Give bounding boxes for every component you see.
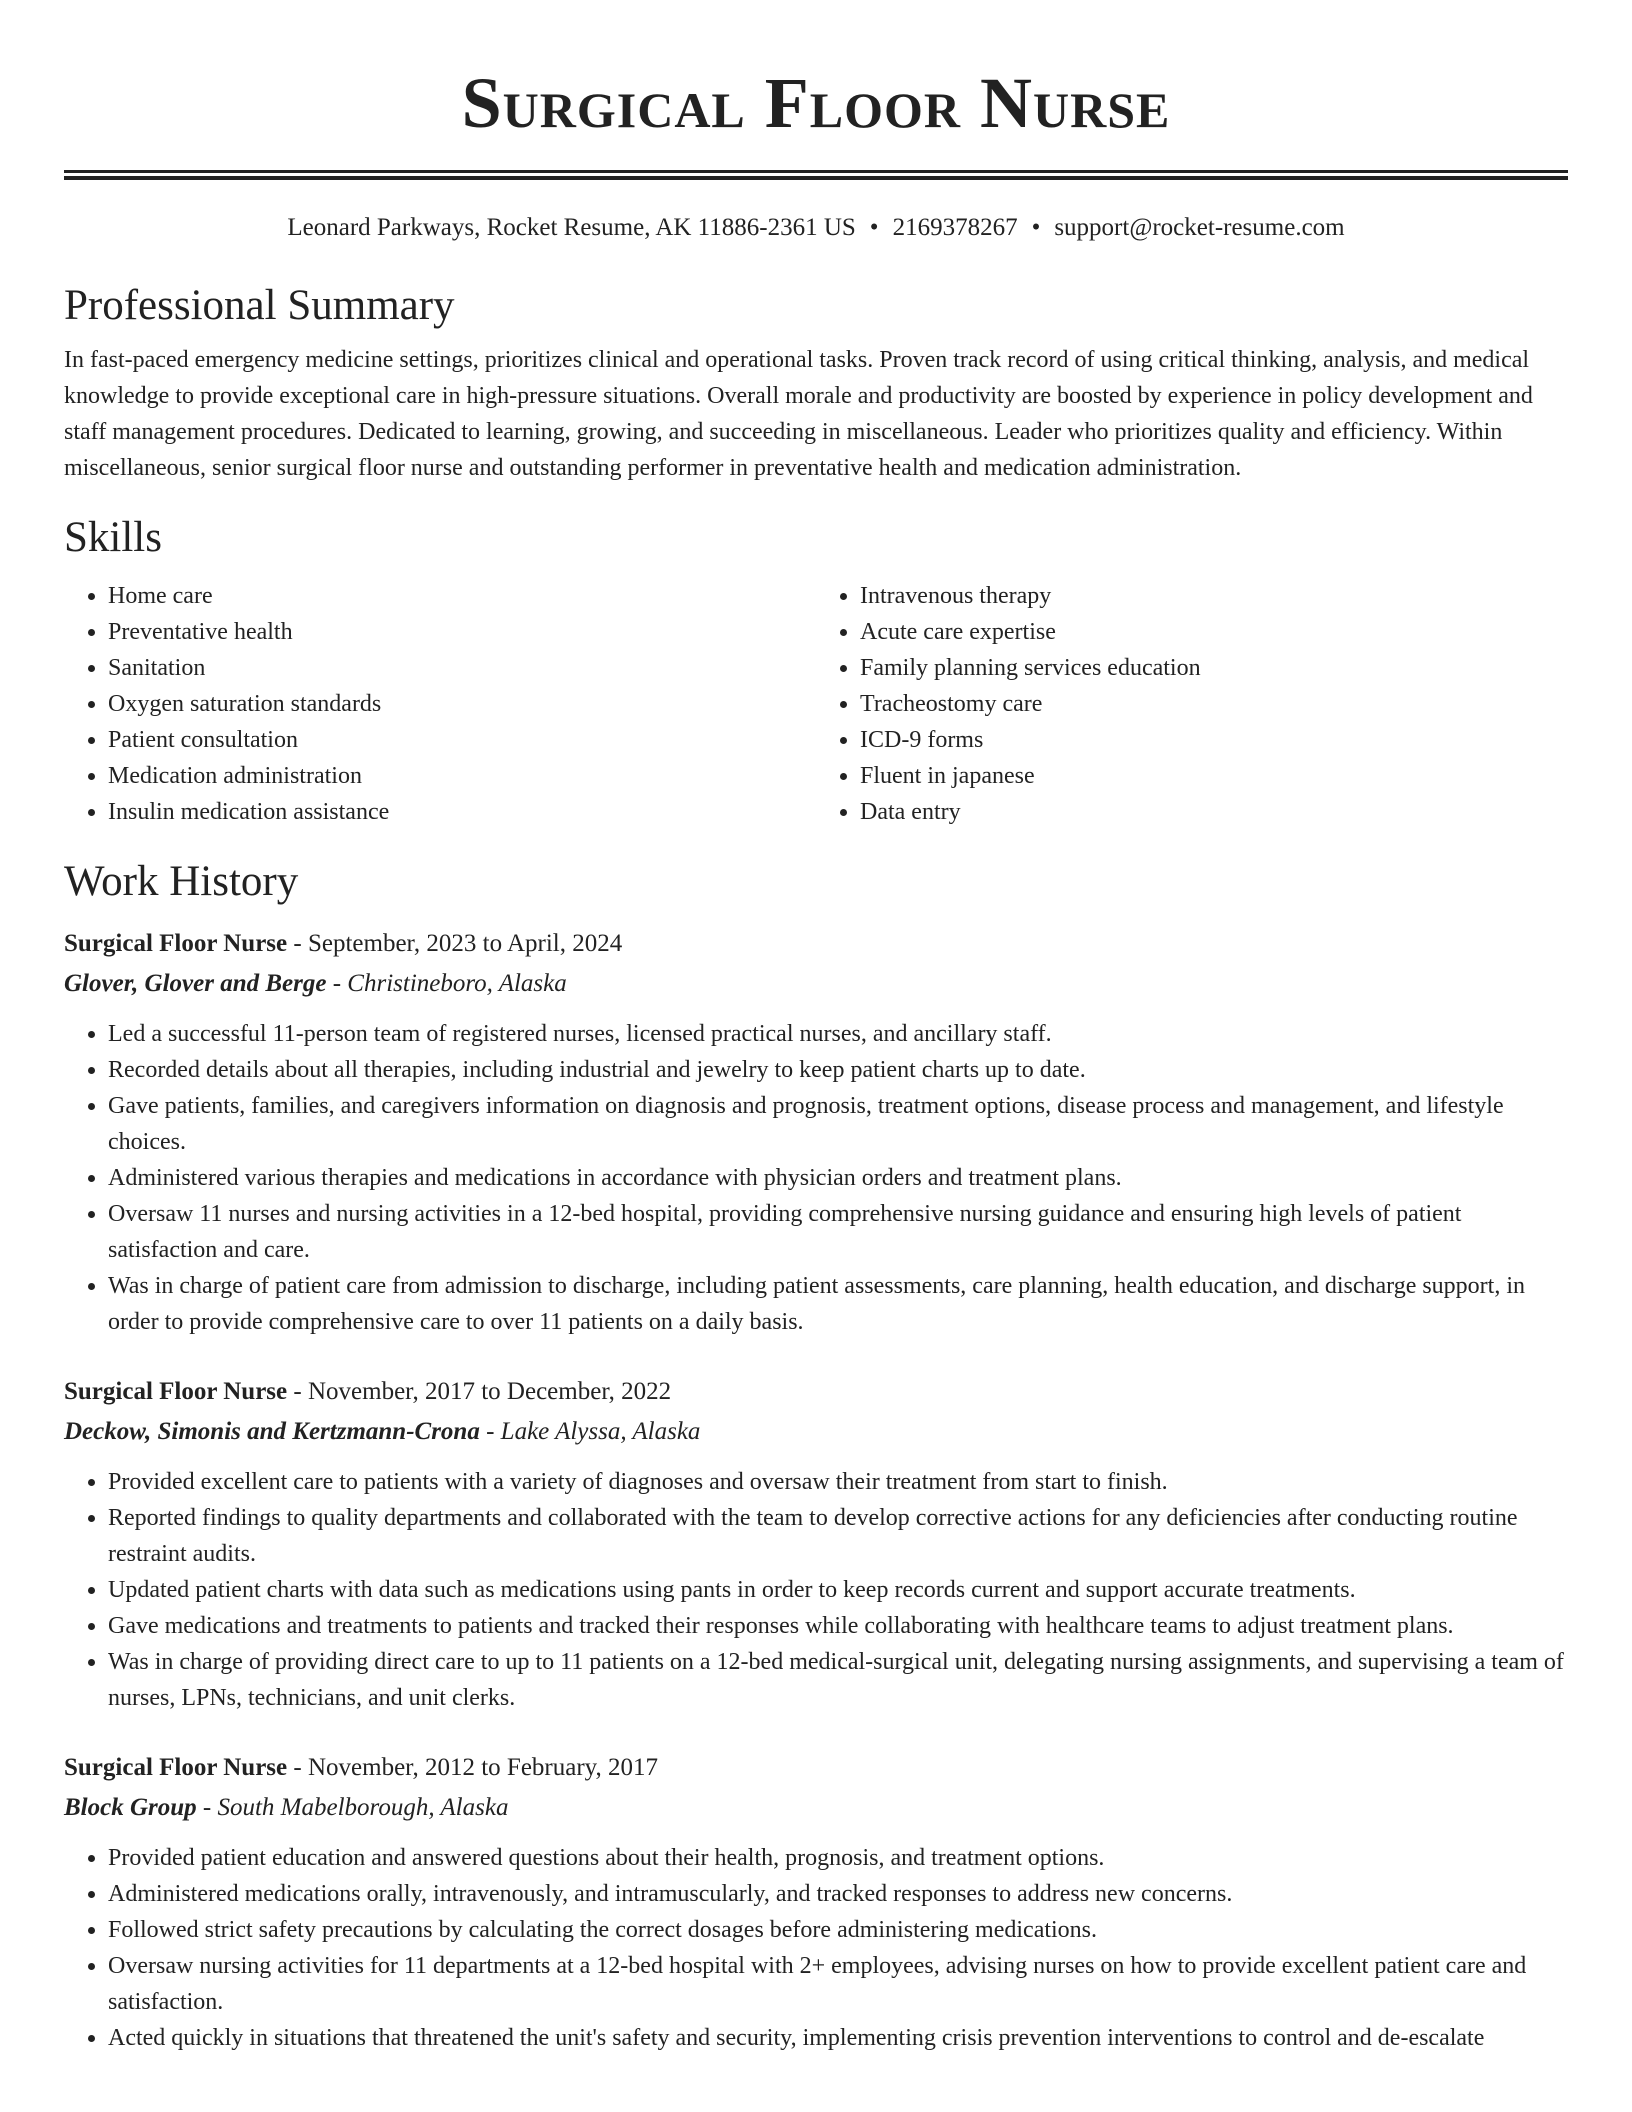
job-bullet: • Provided patient education and answered questions about their health, prognosis, and treatment options. <box>108 1840 1568 1876</box>
skill-item: • Intravenous therapy <box>860 578 1568 614</box>
skill-item: • Preventative health <box>108 614 816 650</box>
dash: - <box>196 1794 218 1821</box>
skills-heading: Skills <box>64 514 162 561</box>
job-bullets <box>64 1840 1568 2056</box>
skill-item: • Medication administration <box>108 758 816 794</box>
skill-item: • Family planning services education <box>860 650 1568 686</box>
job-bullet: • Administered various therapies and medications in accordance with physician orders and treatment plans. <box>108 1160 1568 1196</box>
job-location: Christineboro, Alaska <box>347 970 567 997</box>
company-line <box>64 964 1568 1004</box>
company-name: Deckow, Simonis and Kertzmann-Crona <box>64 1418 480 1445</box>
job-bullet: • Was in charge of patient care from admission to discharge, including patient assessments, care planning, health education, and discharge support, in order to provide comprehensive care to over 11 patients on a daily basis. <box>108 1268 1568 1340</box>
contact-separator: • <box>869 214 879 241</box>
job-bullet: • Provided excellent care to patients with a variety of diagnoses and oversaw their treatment from start to finish. <box>108 1464 1568 1500</box>
job-dates: September, 2023 to April, 2024 <box>307 930 623 957</box>
summary-heading: Professional Summary <box>64 282 455 329</box>
contact-separator: • <box>1031 214 1041 241</box>
skill-item: • Fluent in japanese <box>860 758 1568 794</box>
skills-list-left <box>64 578 816 830</box>
job-bullet: • Updated patient charts with data such as medications using pants in order to keep records current and support accurate treatments. <box>108 1572 1568 1608</box>
skill-item: • Acute care expertise <box>860 614 1568 650</box>
job-bullet: • Gave medications and treatments to patients and tracked their responses while collaborating with healthcare teams to adjust treatment plans. <box>108 1608 1568 1644</box>
dash: - <box>287 930 308 957</box>
job-title-line <box>64 1372 1568 1412</box>
job-location: Lake Alyssa, Alaska <box>500 1418 701 1445</box>
job-title-line <box>64 924 1568 964</box>
dash: - <box>287 1754 308 1781</box>
contact-email: support@rocket-resume.com <box>1054 214 1345 241</box>
job-bullet: • Gave patients, families, and caregivers information on diagnosis and prognosis, treatment options, disease process and management, and lifestyle choices. <box>108 1088 1568 1160</box>
contact-line <box>64 212 1568 244</box>
skill-item: • Sanitation <box>108 650 816 686</box>
job-bullet: • Followed strict safety precautions by calculating the correct dosages before administering medications. <box>108 1912 1568 1948</box>
skills-list-right <box>816 578 1568 830</box>
job-title: Surgical Floor Nurse <box>64 1378 288 1405</box>
job-bullet: • Was in charge of providing direct care to up to 11 patients on a 12-bed medical-surgical unit, delegating nursing assignments, and supervising a team of nurses, LPNs, technicians, and unit clerks. <box>108 1644 1568 1716</box>
company-name: Glover, Glover and Berge <box>64 970 327 997</box>
skills-columns <box>64 578 1568 830</box>
job-bullet: • Led a successful 11-person team of registered nurses, licensed practical nurses, and ancillary staff. <box>108 1016 1568 1052</box>
title-divider <box>64 170 1568 180</box>
job-entry <box>64 1748 1568 2056</box>
skill-item: • Home care <box>108 578 816 614</box>
job-entry <box>64 924 1568 1340</box>
job-bullets <box>64 1016 1568 1340</box>
skill-item: • ICD-9 forms <box>860 722 1568 758</box>
job-title-line <box>64 1748 1568 1788</box>
job-dates: November, 2012 to February, 2017 <box>307 1754 659 1781</box>
job-title: Surgical Floor Nurse <box>64 1754 288 1781</box>
job-bullet: • Recorded details about all therapies, including industrial and jewelry to keep patient charts up to date. <box>108 1052 1568 1088</box>
job-bullets <box>64 1464 1568 1716</box>
skill-item: • Data entry <box>860 794 1568 830</box>
job-bullet: • Administered medications orally, intravenously, and intramuscularly, and tracked responses to address new concerns. <box>108 1876 1568 1912</box>
dash: - <box>287 1378 308 1405</box>
summary-text: In fast-paced emergency medicine settings, prioritizes clinical and operational tasks. Proven track record of using critical thinking, analysis, and medical knowledge to provide exceptional care in high-pressure situations. Overall morale and productivity are boosted by experience in policy development and staff management procedures. Dedicated to learning, growing, and succeeding in miscellaneous. Leader who prioritizes quality and efficiency. Within miscellaneous, senior surgical floor nurse and outstanding performer in preventative health and medication administration. <box>64 347 1533 481</box>
job-bullet: • Reported findings to quality departments and collaborated with the team to develop corrective actions for any deficiencies after conducting routine restraint audits. <box>108 1500 1568 1572</box>
job-title: Surgical Floor Nurse <box>64 930 288 957</box>
company-line <box>64 1412 1568 1452</box>
job-dates: November, 2017 to December, 2022 <box>307 1378 672 1405</box>
job-bullet: • Oversaw nursing activities for 11 departments at a 12-bed hospital with 2+ employees, advising nurses on how to provide excellent patient care and satisfaction. <box>108 1948 1568 2020</box>
skill-item: • Insulin medication assistance <box>108 794 816 830</box>
job-entry <box>64 1372 1568 1716</box>
job-bullet: • Acted quickly in situations that threatened the unit's safety and security, implementing crisis prevention interventions to control and de-escalate <box>108 2020 1568 2056</box>
dash: - <box>479 1418 501 1445</box>
job-bullet: • Oversaw 11 nurses and nursing activities in a 12-bed hospital, providing comprehensive nursing guidance and ensuring high levels of patient satisfaction and care. <box>108 1196 1568 1268</box>
skill-item: • Patient consultation <box>108 722 816 758</box>
work-history-heading: Work History <box>64 858 299 905</box>
resume-title: Surgical Floor Nurse <box>461 63 1171 143</box>
skill-item: • Tracheostomy care <box>860 686 1568 722</box>
company-name: Block Group <box>64 1794 197 1821</box>
contact-phone: 2169378267 <box>892 214 1018 241</box>
job-location: South Mabelborough, Alaska <box>217 1794 509 1821</box>
dash: - <box>326 970 348 997</box>
company-line <box>64 1788 1568 1828</box>
contact-address: Leonard Parkways, Rocket Resume, AK 11886-2361 US <box>287 214 856 241</box>
skill-item: • Oxygen saturation standards <box>108 686 816 722</box>
